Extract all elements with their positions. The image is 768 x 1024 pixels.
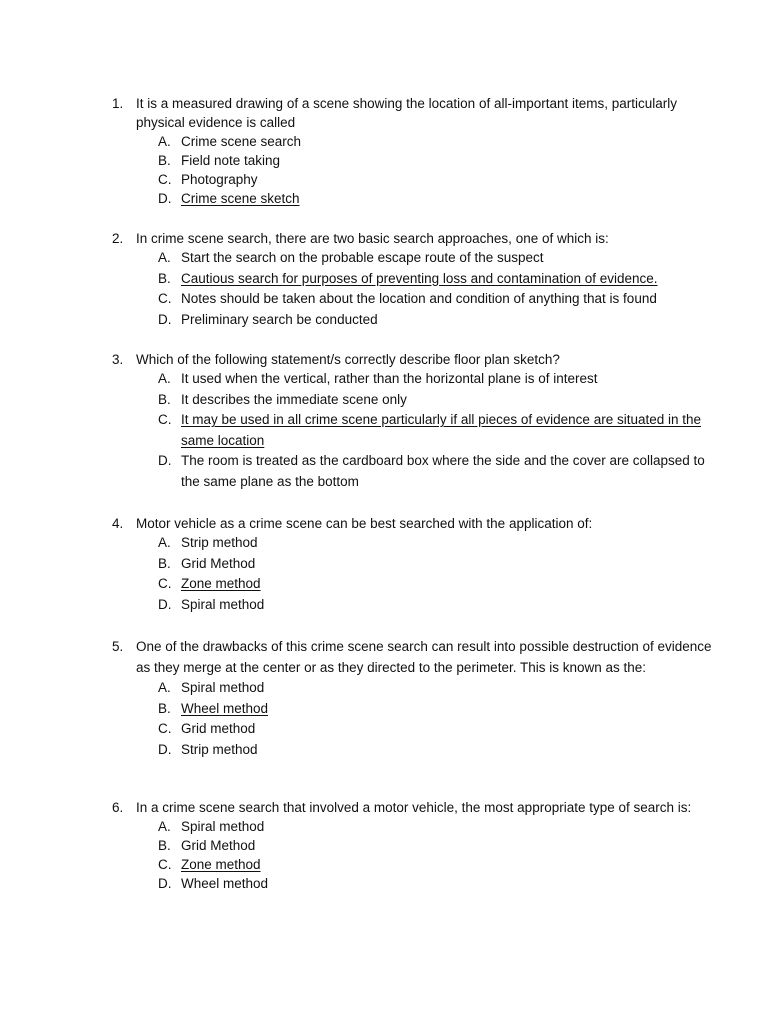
option-letter: A. xyxy=(158,134,171,149)
option-text: It describes the immediate scene only xyxy=(181,391,407,407)
question-number: 4. xyxy=(112,516,124,531)
option-letter: B. xyxy=(158,270,171,286)
option-text: Grid method xyxy=(181,721,256,736)
option-letter: C. xyxy=(158,721,172,736)
option-a xyxy=(158,817,712,836)
option-letter: D. xyxy=(158,453,172,468)
option-text: Grid Method xyxy=(181,555,256,571)
option-b xyxy=(158,554,712,575)
question-text: One of the drawbacks of this crime scene search can result into possible destruction of evidence as they merge at the center or as they directed to the perimeter. This is known as the: xyxy=(136,639,712,675)
option-letter: D. xyxy=(158,876,172,891)
option-a xyxy=(158,248,712,269)
option-d xyxy=(158,740,712,761)
question-number: 5. xyxy=(112,639,124,654)
option-d xyxy=(158,595,712,616)
option-letter: A. xyxy=(158,535,171,550)
option-letter: C. xyxy=(158,857,172,872)
option-d xyxy=(158,189,712,208)
option-c xyxy=(158,170,712,189)
option-text: Preliminary search be conducted xyxy=(181,311,378,327)
option-text: Spiral method xyxy=(181,680,265,695)
option-list xyxy=(158,817,712,893)
option-letter: D. xyxy=(158,191,172,206)
option-letter: A. xyxy=(158,680,171,695)
option-b xyxy=(158,151,712,170)
option-text: The room is treated as the cardboard box where the side and the cover are collapsed to the same plane as the bottom xyxy=(181,453,705,489)
option-c xyxy=(158,410,712,451)
option-text-answer: Wheel method xyxy=(181,700,269,716)
option-letter: B. xyxy=(158,555,171,571)
option-text-answer: Cautious search for purposes of preventing loss and contamination of evidence. xyxy=(181,270,658,286)
option-letter: A. xyxy=(158,819,171,834)
question-6 xyxy=(112,798,712,893)
question-text: It is a measured drawing of a scene showing the location of all-important items, particularly physical evidence is called xyxy=(136,96,678,130)
option-b xyxy=(158,390,712,411)
question-text: Which of the following statement/s correctly describe floor plan sketch? xyxy=(136,352,560,367)
option-text: Crime scene search xyxy=(181,134,302,149)
option-text: Spiral method xyxy=(181,819,265,834)
option-letter: D. xyxy=(158,311,172,327)
option-letter: C. xyxy=(158,412,172,427)
option-list xyxy=(158,678,712,760)
option-letter: C. xyxy=(158,291,172,306)
option-text-answer: Crime scene sketch xyxy=(181,191,300,206)
question-1 xyxy=(112,94,712,208)
option-letter: C. xyxy=(158,172,172,187)
option-text: Wheel method xyxy=(181,876,269,891)
option-c xyxy=(158,574,712,595)
question-text: In a crime scene search that involved a motor vehicle, the most appropriate type of search is: xyxy=(136,800,692,815)
question-number: 1. xyxy=(112,96,124,111)
option-b xyxy=(158,836,712,855)
option-letter: C. xyxy=(158,576,172,591)
option-a xyxy=(158,533,712,554)
option-text: Photography xyxy=(181,172,258,187)
option-c xyxy=(158,719,712,740)
option-c xyxy=(158,289,712,310)
question-3 xyxy=(112,350,712,492)
option-text: Strip method xyxy=(181,535,258,550)
option-c xyxy=(158,855,712,874)
option-list xyxy=(158,369,712,492)
option-letter: A. xyxy=(158,371,171,386)
option-d xyxy=(158,874,712,893)
option-letter: B. xyxy=(158,153,171,168)
option-b xyxy=(158,269,712,290)
option-list xyxy=(158,248,712,330)
option-a xyxy=(158,678,712,699)
question-4 xyxy=(112,514,712,615)
option-text: Notes should be taken about the location and condition of anything that is found xyxy=(181,291,657,306)
option-b xyxy=(158,699,712,720)
question-text: In crime scene search, there are two basic search approaches, one of which is: xyxy=(136,231,609,246)
option-a xyxy=(158,132,712,151)
option-text: Start the search on the probable escape route of the suspect xyxy=(181,250,544,265)
option-letter: D. xyxy=(158,596,172,612)
option-a xyxy=(158,369,712,390)
option-letter: D. xyxy=(158,741,172,757)
question-5 xyxy=(112,637,712,760)
option-text-answer: Zone method xyxy=(181,857,261,872)
option-text: Spiral method xyxy=(181,596,265,612)
option-text-answer: It may be used in all crime scene particularly if all pieces of evidence are situated in the same location xyxy=(181,412,702,448)
option-text-answer: Zone method xyxy=(181,576,261,591)
question-number: 6. xyxy=(112,800,124,815)
option-d xyxy=(158,310,712,331)
option-list xyxy=(158,132,712,208)
option-text: Field note taking xyxy=(181,153,281,168)
option-letter: A. xyxy=(158,250,171,265)
option-d xyxy=(158,451,712,492)
question-2 xyxy=(112,229,712,330)
option-letter: B. xyxy=(158,700,171,716)
question-number: 3. xyxy=(112,352,124,367)
option-text: Strip method xyxy=(181,741,258,757)
option-text: Grid Method xyxy=(181,838,256,853)
option-letter: B. xyxy=(158,838,171,853)
question-number: 2. xyxy=(112,231,124,246)
option-list xyxy=(158,533,712,615)
option-letter: B. xyxy=(158,391,171,407)
option-text: It used when the vertical, rather than the horizontal plane is of interest xyxy=(181,371,598,386)
question-text: Motor vehicle as a crime scene can be best searched with the application of: xyxy=(136,516,593,531)
